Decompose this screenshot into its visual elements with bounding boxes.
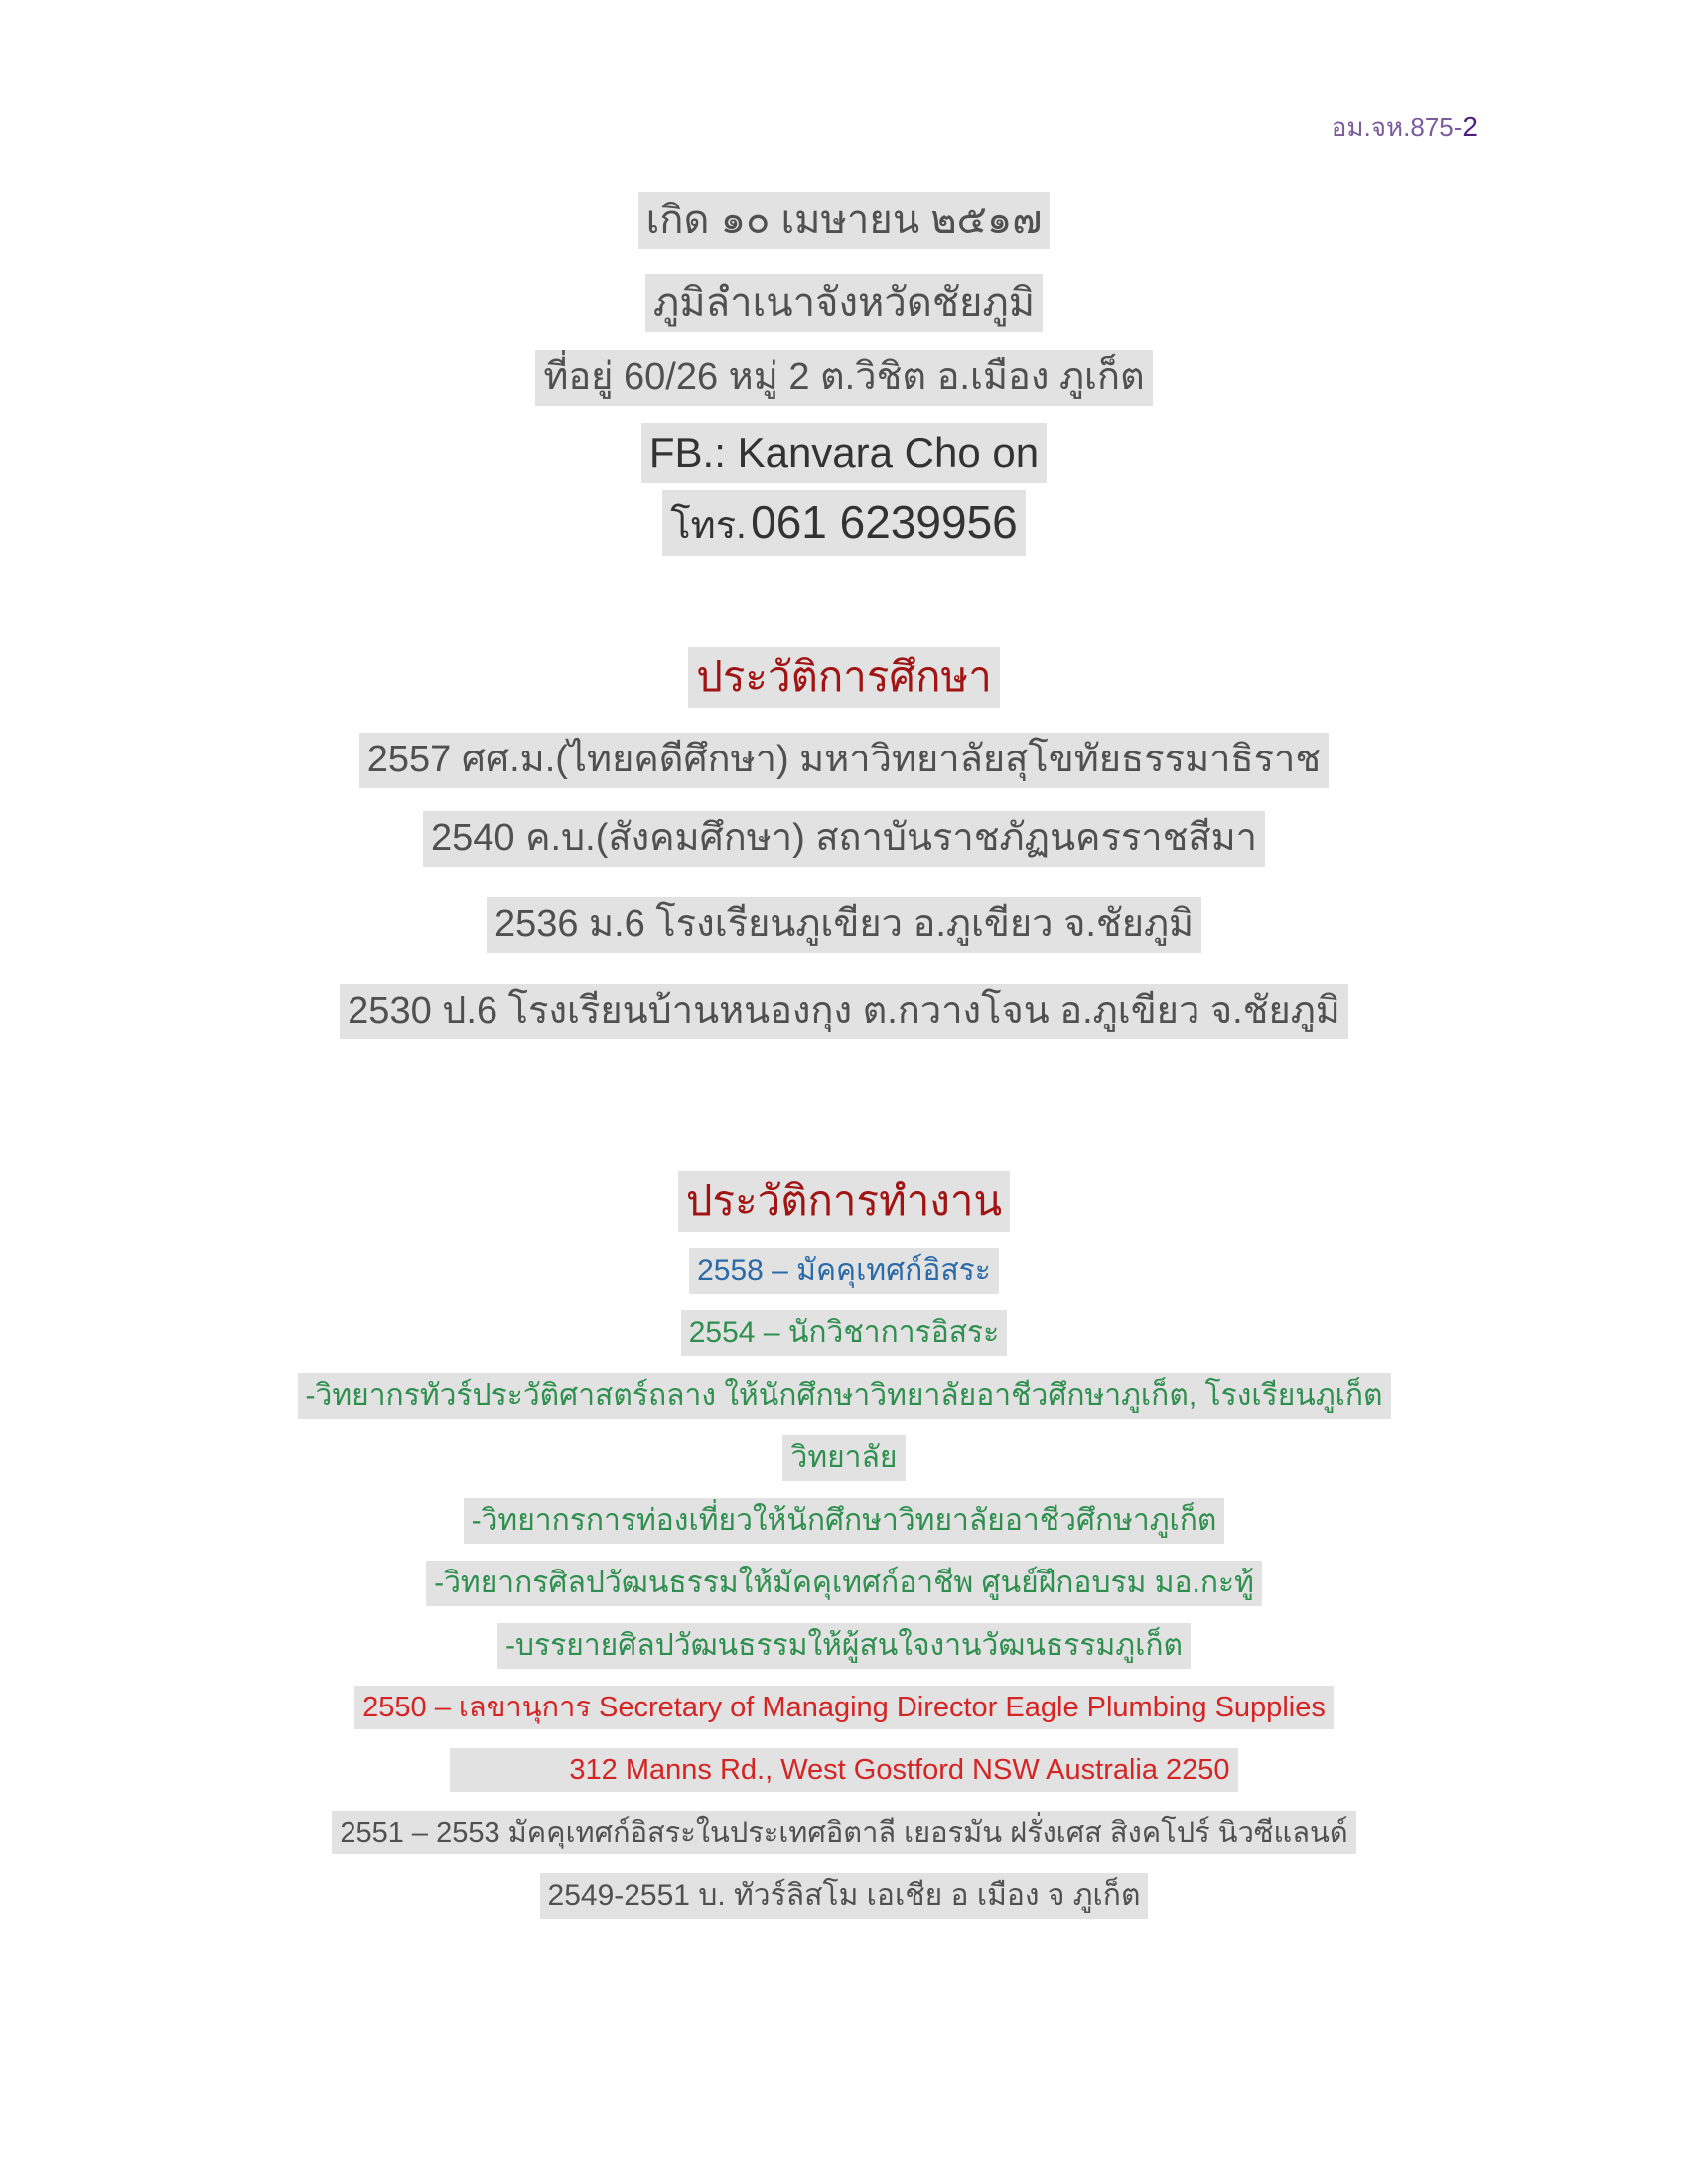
education-item	[0, 811, 1688, 867]
education-item-text: 2557 ศศ.ม.(ไทยคดีศึกษา) มหาวิทยาลัยสุโขทัยธรรมาธิราช	[359, 733, 1329, 788]
phone	[662, 490, 1026, 556]
education-item	[0, 733, 1688, 788]
address: ที่อยู่ 60/26 หมู่ 2 ต.วิชิต อ.เมือง ภูเก็ต	[535, 350, 1152, 406]
work-detail	[0, 1373, 1688, 1419]
work-item-2551: 2551 – 2553 มัคคุเทศก์อิสระในประเทศอิตาลี เยอรมัน ฝรั่งเศส สิงคโปร์ นิวซีแลนด์	[332, 1811, 1355, 1854]
hometown: ภูมิลำเนาจังหวัดชัยภูมิ	[645, 274, 1043, 332]
education-heading-line	[0, 647, 1688, 708]
phone-line	[0, 490, 1688, 556]
facebook-handle: FB.: Kanvara Cho on	[641, 423, 1047, 483]
work-detail-text: -วิทยากรศิลปวัฒนธรรมให้มัคคุเทศก์อาชีพ ศูนย์ฝึกอบรม มอ.กะทู้	[426, 1561, 1262, 1606]
education-item-text: 2540 ค.บ.(สังคมศึกษา) สถาบันราชภัฏนครราชสีมา	[423, 811, 1265, 867]
work-detail-text: -บรรยายศิลปวัฒนธรรมให้ผู้สนใจงานวัฒนธรรมภูเก็ต	[497, 1623, 1191, 1669]
work-detail-text: -วิทยากรทัวร์ประวัติศาสตร์ถลาง ให้นักศึกษาวิทยาลัยอาชีวศึกษาภูเก็ต, โรงเรียนภูเก็ต	[298, 1373, 1391, 1419]
work-item-2554: 2554 – นักวิชาการอิสระ	[681, 1310, 1008, 1356]
work-detail	[0, 1623, 1688, 1669]
work-detail	[0, 1561, 1688, 1606]
born-date: เกิด ๑๐ เมษายน ๒๕๑๗	[638, 192, 1051, 249]
work-detail-text: วิทยาลัย	[782, 1435, 905, 1481]
work-item-2550-address: 312 Manns Rd., West Gostford NSW Australia 2250	[450, 1748, 1237, 1792]
work-item	[0, 1686, 1688, 1729]
work-item	[0, 1248, 1688, 1294]
education-item-text: 2530 ป.6 โรงเรียนบ้านหนองกุง ต.กวางโจน อ.ภูเขียว จ.ชัยภูมิ	[340, 984, 1348, 1039]
work-item	[0, 1310, 1688, 1356]
work-heading-line	[0, 1171, 1688, 1232]
work-item-2550: 2550 – เลขานุการ Secretary of Managing Director Eagle Plumbing Supplies	[354, 1686, 1334, 1729]
phone-label: โทร.	[670, 505, 747, 547]
work-detail	[0, 1498, 1688, 1544]
page-reference-prefix: อม.จห.875-	[1331, 112, 1463, 142]
page-reference	[1332, 107, 1477, 148]
born-line	[0, 192, 1688, 249]
education-item	[0, 984, 1688, 1039]
work-item-address-line	[0, 1748, 1688, 1792]
education-item-text: 2536 ม.6 โรงเรียนภูเขียว อ.ภูเขียว จ.ชัยภูมิ	[487, 897, 1201, 953]
page-number: 2	[1462, 111, 1477, 142]
education-heading: ประวัติการศึกษา	[688, 647, 1000, 708]
work-item	[0, 1811, 1688, 1854]
work-detail	[0, 1435, 1688, 1481]
phone-number: 061 6239956	[751, 496, 1018, 548]
address-line	[0, 350, 1688, 406]
work-item	[0, 1873, 1688, 1919]
work-item-2558: 2558 – มัคคุเทศก์อิสระ	[689, 1248, 999, 1294]
hometown-line	[0, 274, 1688, 332]
work-heading: ประวัติการทำงาน	[678, 1171, 1010, 1232]
education-item	[0, 897, 1688, 953]
work-item-2549: 2549-2551 บ. ทัวร์ลิสโม เอเชีย อ เมือง จ ภูเก็ต	[540, 1873, 1149, 1919]
facebook-line	[0, 423, 1688, 483]
work-detail-text: -วิทยากรการท่องเที่ยวให้นักศึกษาวิทยาลัยอาชีวศึกษาภูเก็ต	[464, 1498, 1225, 1544]
